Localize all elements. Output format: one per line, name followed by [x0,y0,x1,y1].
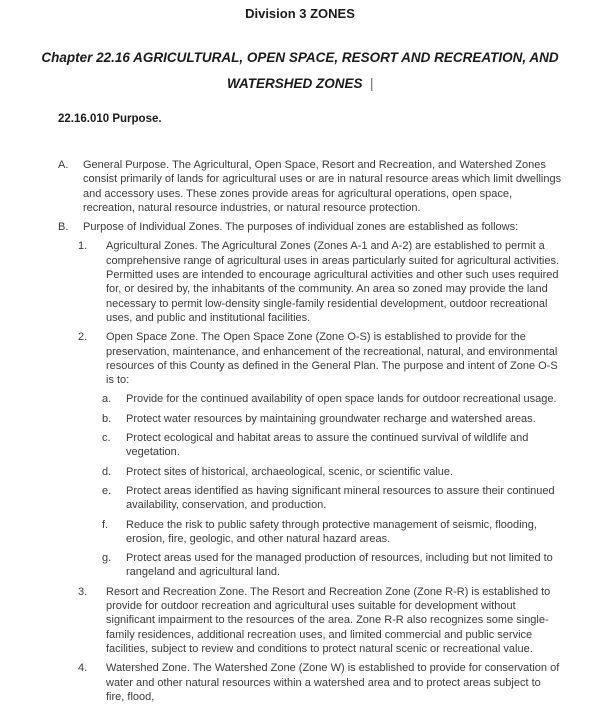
list-marker-B: B. [58,221,69,234]
list-item-B [58,220,562,234]
list-text-2d: Protect sites of historical, archaeological, scenic, or scientific value. [126,465,454,478]
list-marker-2: 2. [78,331,88,344]
list-text-2: Open Space Zone. The Open Space Zone (Zone O-S) is established to provide for the preservation, maintenance, and enhancement of the recreational, natural, and environmental resources of this County as defined in the General Plan. The purpose and intent of Zone O-S is to: [106,331,558,387]
list-marker-2g: g. [102,552,112,565]
list-text-A: General Purpose. The Agricultural, Open Space, Resort and Recreation, and Watershed Zones consist primarily of lands for agricultural uses or are in natural resource areas which limit dwellings and accessory uses. These zones provide areas for agricultural operations, open space, recreation, natural resource industries, or natural resource protection. [83,159,562,214]
list-marker-2f: f. [102,518,109,531]
chapter-heading [30,45,570,97]
list-item-4 [78,661,562,704]
list-text-2e: Protect areas identified as having significant mineral resources to assure their continued availability, conservation, and production. [126,484,555,512]
list-item-2f [102,518,562,547]
list-item-2c [102,431,562,460]
list-item-3 [78,585,562,656]
list-item-2a [102,392,562,406]
list-text-2a: Provide for the continued availability of open space lands for outdoor recreational usage. [126,393,557,406]
list-text-4: Watershed Zone. The Watershed Zone (Zone W) is established to provide for conservation of water and other natural resources within a watershed area and to protect areas subject to fire, flood, [106,662,560,703]
list-marker-2e: e. [102,484,112,497]
list-item-A [58,158,562,215]
doc-title: Division 3 ZONES [245,6,355,21]
list-text-2f: Reduce the risk to public safety through protective management of seismic, flooding, erosion, fire, geologic, and other natural hazard areas. [126,518,537,545]
list-text-2b: Protect water resources by maintaining groundwater recharge and watershed areas. [126,412,536,425]
list-marker-4: 4. [78,662,88,675]
list-marker-A: A. [58,159,69,171]
list-item-2e [102,484,562,513]
list-marker-3: 3. [78,585,88,598]
list-item-2b [102,412,562,426]
chapter-heading-line2-text: WATERSHED ZONES [226,76,363,91]
list-text-2g: Protect areas used for the managed production of resources, including but not limited to rangeland and agricultural land. [126,552,553,579]
list-text-2c: Protect ecological and habitat areas to assure the continued survival of wildlife and vegetation. [126,432,529,459]
list-marker-2b: b. [102,412,112,425]
list-item-2d [102,465,562,479]
list-marker-2d: d. [102,465,112,478]
chapter-heading-line2 [30,71,570,97]
text-cursor: | [369,76,373,91]
list-marker-2c: c. [102,432,111,445]
list-marker-1: 1. [78,240,88,253]
document-body [0,158,600,704]
list-text-3: Resort and Recreation Zone. The Resort and Recreation Zone (Zone R-R) is established to provide for outdoor recreation and agricultural uses suitable for development without significant impairment to the resources of the area. Zone R-R also recognizes some single-family residences, additional recreation uses, and limited commercial and public service facilities, subject to review and conditions to protect natural scenic or recreational value. [106,585,551,655]
section-heading: 22.16.010 Purpose. [58,113,162,125]
list-marker-2a: a. [102,393,112,406]
list-item-2g [102,551,562,580]
list-item-2 [78,330,562,387]
chapter-heading-line1: Chapter 22.16 AGRICULTURAL, OPEN SPACE, RESORT AND RECREATION, AND [41,50,559,65]
list-text-1: Agricultural Zones. The Agricultural Zones (Zones A-1 and A-2) are established to permit a comprehensive range of agricultural uses in areas particularly suited for agricultural activities. Permitted uses are intended to encourage agricultural activities and other such uses required for, or desired by, the inhabitants of the community. An area so zoned may provide the land necessary to permit low-density single-family residential development, outdoor recreational uses, and public and institutional facilities. [106,240,560,324]
list-item-1 [78,239,562,325]
list-text-B: Purpose of Individual Zones. The purposes of individual zones are established as follows: [83,221,519,234]
